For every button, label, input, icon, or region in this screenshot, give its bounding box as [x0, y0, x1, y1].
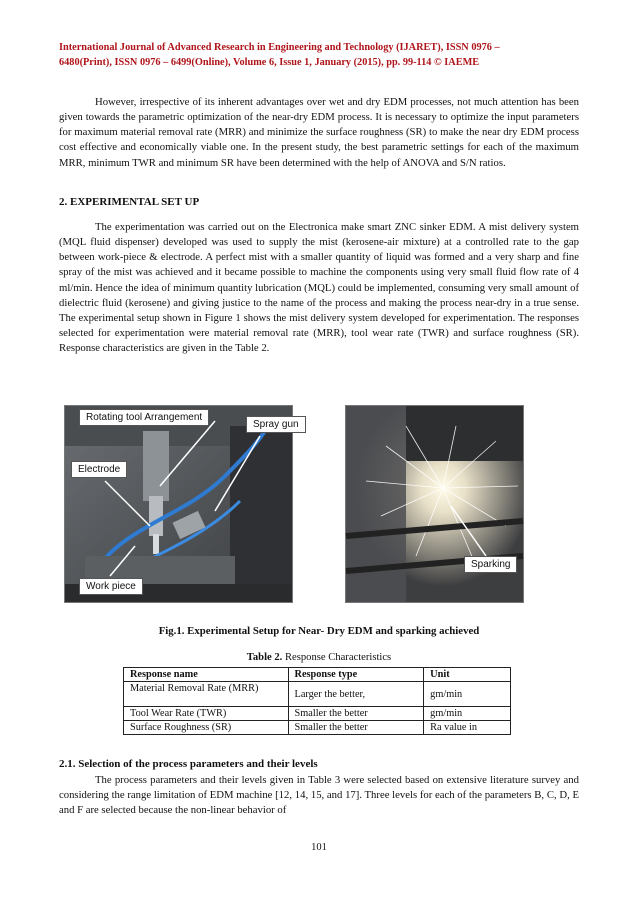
- table-cell: Ra value in: [424, 721, 511, 735]
- label-rotating-tool: Rotating tool Arrangement: [79, 409, 209, 426]
- setup-photo: [64, 405, 299, 603]
- table-header-row: [124, 668, 511, 682]
- table-cell: gm/min: [424, 682, 511, 707]
- journal-header: [59, 40, 579, 70]
- table-header-cell: Response name: [124, 668, 289, 682]
- table-cell: Material Removal Rate (MRR): [124, 682, 289, 707]
- response-characteristics-table: [123, 667, 511, 735]
- section-2-1-paragraph: The process parameters and their levels given in Table 3 were selected based on extensive literature survey and considering the range limitation of EDM machine [12, 14, 15, and 17]. Three levels for each of the parameters B, C, D, E and F are selected because the non-linear behavior of: [59, 774, 579, 817]
- table-2-title-rest: Response Characteristics: [282, 652, 392, 663]
- intro-paragraph: However, irrespective of its inherent advantages over wet and dry EDM processes, not much attention has been given towards the parametric optimization of the near-dry EDM process. It is necessary to optimize the input parameters for maximum material removal rate (MRR) and minimize the surface roughness (SR) to make the near dry EDM process cost effective and economically viable one. In the present study, the best parametric settings for each of the maximum MRR, minimum TWR and minimum SR have been determined with the help of ANOVA and S/N ratios.: [59, 96, 579, 169]
- label-spray-gun: Spray gun: [246, 416, 306, 433]
- label-electrode: Electrode: [71, 461, 127, 478]
- table-row: [124, 682, 511, 707]
- label-sparking: Sparking: [464, 556, 517, 573]
- table-cell: gm/min: [424, 707, 511, 721]
- table-header-cell: Unit: [424, 668, 511, 682]
- table-2-title-bold: Table 2.: [246, 652, 283, 663]
- table-cell: Surface Roughness (SR): [124, 721, 289, 735]
- journal-header-line2: 6480(Print), ISSN 0976 – 6499(Online), Volume 6, Issue 1, January (2015), pp. 99-114 © IAEME: [59, 57, 480, 68]
- table-2-title: [0, 652, 638, 663]
- section-2-heading: 2. EXPERIMENTAL SET UP: [59, 196, 200, 208]
- figure-caption: Fig.1. Experimental Setup for Near- Dry EDM and sparking achieved: [158, 625, 480, 637]
- table-cell: Tool Wear Rate (TWR): [124, 707, 289, 721]
- setup-photo-illustration: [65, 406, 292, 602]
- section-2-1-heading: 2.1. Selection of the process parameters and their levels: [59, 758, 318, 770]
- page-number: 101: [311, 842, 327, 853]
- table-row: [124, 707, 511, 721]
- table-cell: Smaller the better: [288, 707, 424, 721]
- table-row: [124, 721, 511, 735]
- section-2-paragraph: The experimentation was carried out on the Electronica make smart ZNC sinker EDM. A mist delivery system (MQL fluid dispenser) developed was used to supply the mist (kerosene-air mixture) at a controlled rate to the gap between work-piece & electrode. A perfect mist with a smaller quantity of liquid was formed and a very sharp and fine spray of the mist was achieved and it became possible to machine the components using very small fluid flow rate of 4 ml/min. Hence the idea of minimum quantity lubrication (MQL) could be implemented, consuming very small amount of dielectric fluid (kerosene) and giving justice to the name of the process and making the process near-dry in a true sense. The experimental setup shown in Figure 1 shows the mist delivery system developed for experimentation. The responses selected for experimentation were material removal rate (MRR), tool wear rate (TWR) and surface roughness (SR). Response characteristics are given in the Table 2.: [59, 221, 579, 355]
- table-cell: Larger the better,: [288, 682, 424, 707]
- journal-header-line1: International Journal of Advanced Research in Engineering and Technology (IJARET), ISSN 0976 –: [59, 42, 500, 53]
- sparking-photo: [345, 405, 524, 603]
- label-work-piece: Work piece: [79, 578, 143, 595]
- table-cell: Smaller the better: [288, 721, 424, 735]
- table-header-cell: Response type: [288, 668, 424, 682]
